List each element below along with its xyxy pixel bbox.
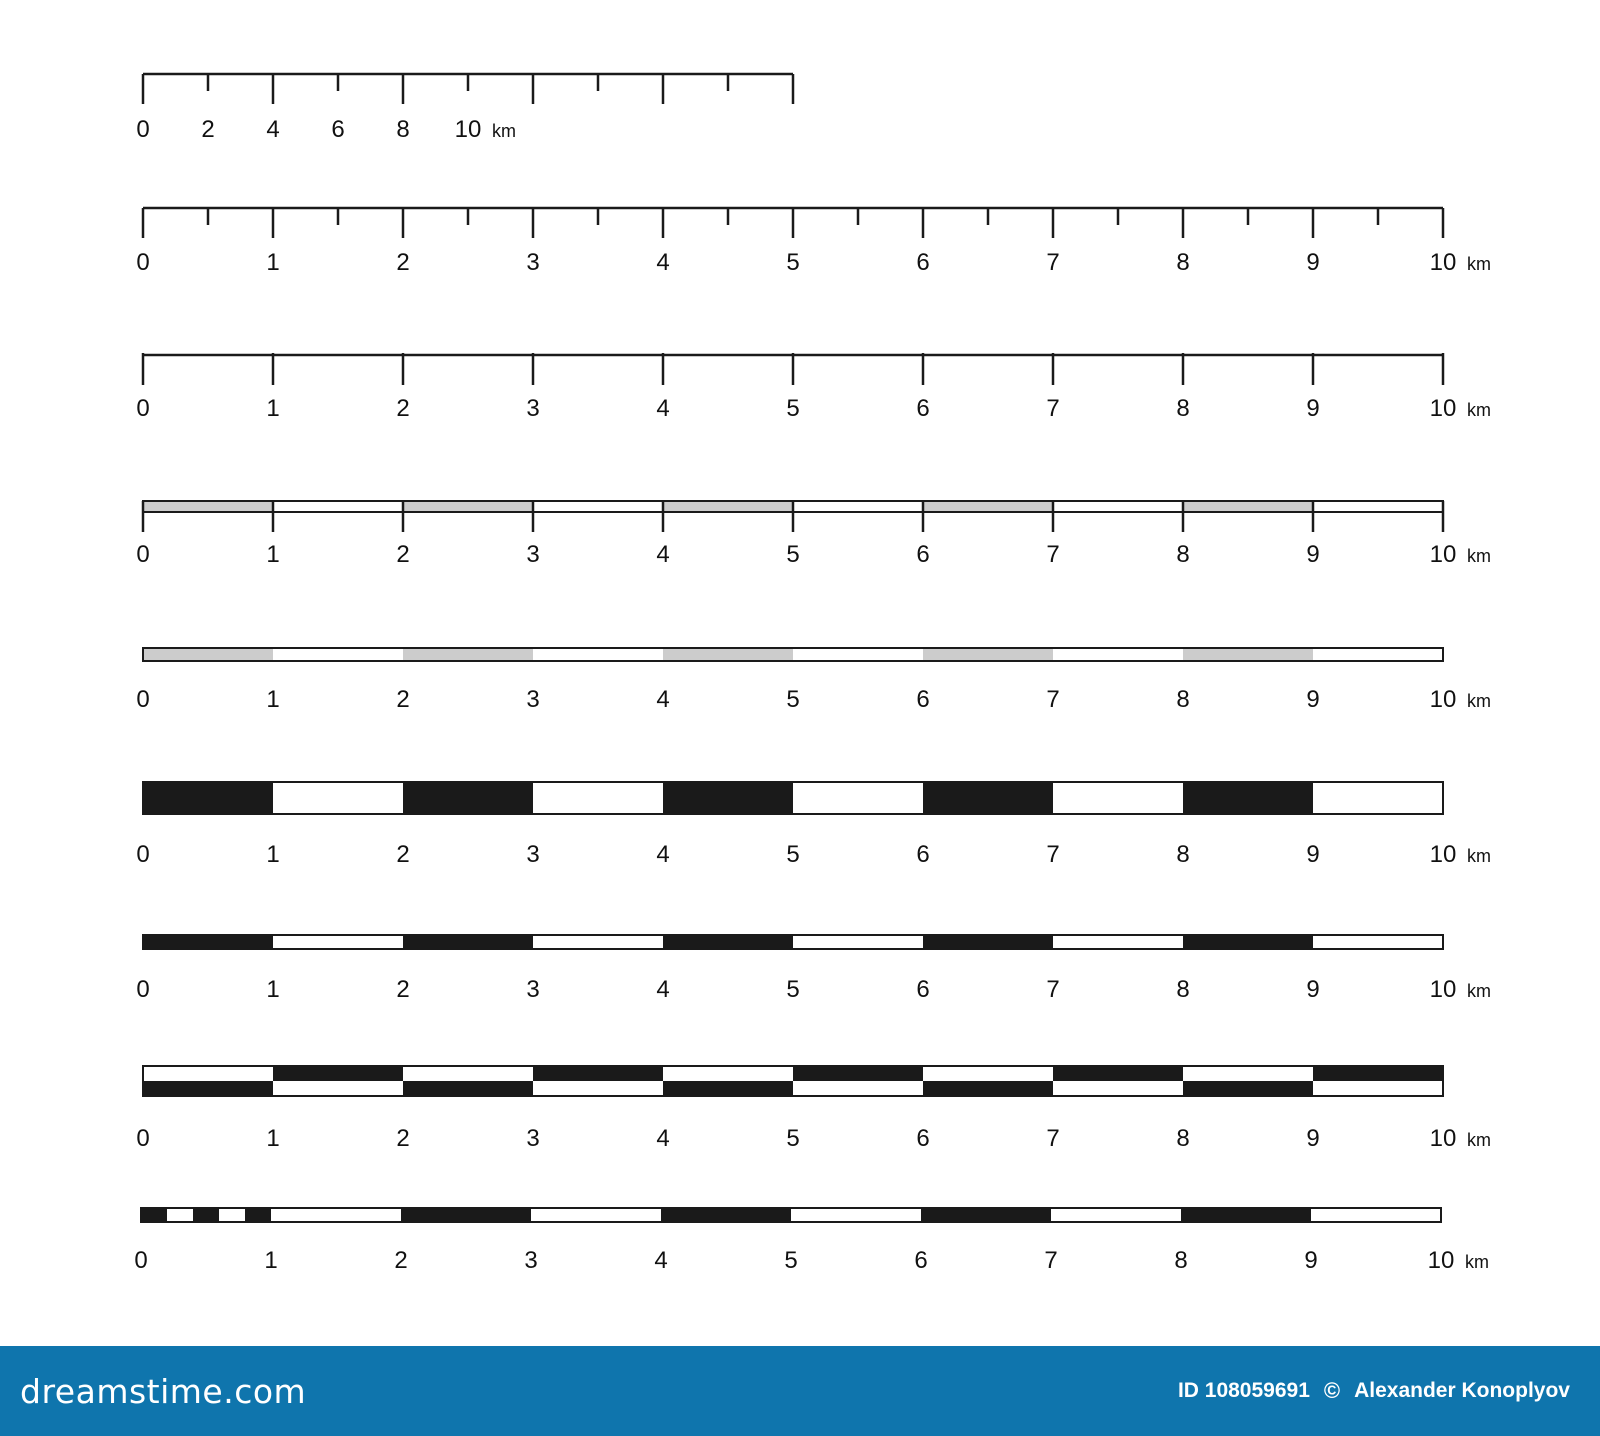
tick-label: 8 [1176, 541, 1190, 568]
tick-label: 7 [1046, 541, 1060, 568]
unit-label: km [1467, 691, 1491, 711]
scale-bar-1 [136, 74, 793, 143]
bar-segment-top [1313, 1066, 1443, 1081]
bar-segment [143, 648, 273, 661]
scale-bar-5 [136, 648, 1491, 713]
tick-label: 9 [1306, 541, 1320, 568]
tick-label: 1 [266, 686, 280, 713]
bar-segment [923, 935, 1053, 949]
bar-segment [1313, 782, 1443, 814]
author-name: Alexander Konoplyov [1354, 1379, 1570, 1402]
tick-label: 6 [916, 541, 930, 568]
bar-segment-bottom [533, 1081, 663, 1096]
tick-label: 1 [266, 1125, 280, 1152]
tick-label: 10 [1429, 1125, 1457, 1152]
tick-label: 6 [914, 1247, 928, 1274]
bar-segment-top [273, 1066, 403, 1081]
tick-label: 3 [526, 249, 540, 276]
bar-segment [273, 782, 403, 814]
tick-label: 4 [656, 249, 670, 276]
bar-segment-top [923, 1066, 1053, 1081]
bar-segment-bottom [923, 1081, 1053, 1096]
bar-segment [143, 782, 273, 814]
tick-label: 2 [396, 686, 410, 713]
tick-label: 2 [396, 841, 410, 868]
tick-label: 7 [1044, 1247, 1058, 1274]
bar-segment [533, 935, 663, 949]
scale-bar-2 [136, 208, 1491, 276]
tick-label: 10 [1427, 1247, 1455, 1274]
tick-label: 10 [1429, 686, 1457, 713]
tick-label: 2 [396, 395, 410, 422]
tick-label: 2 [396, 541, 410, 568]
tick-label: 10 [1429, 976, 1457, 1003]
bar-segment [1181, 1208, 1311, 1222]
tick-label: 4 [656, 976, 670, 1003]
unit-label: km [1467, 981, 1491, 1001]
tick-label: 7 [1046, 395, 1060, 422]
tick-label: 3 [526, 1125, 540, 1152]
bar-segment [403, 782, 533, 814]
tick-label: 5 [786, 395, 800, 422]
copyright-icon: © [1323, 1378, 1341, 1403]
tick-label: 3 [526, 395, 540, 422]
tick-label: 10 [1429, 395, 1457, 422]
tick-label: 1 [266, 541, 280, 568]
tick-label: 4 [266, 116, 280, 143]
tick-label: 10 [1429, 249, 1457, 276]
scale-bar-4 [136, 501, 1491, 568]
sub-segment [193, 1208, 219, 1222]
bar-segment [1183, 935, 1313, 949]
bar-segment [793, 501, 923, 512]
tick-label: 0 [136, 1125, 150, 1152]
tick-label: 3 [526, 541, 540, 568]
tick-label: 2 [394, 1247, 408, 1274]
bar-segment [271, 1208, 401, 1222]
tick-label: 7 [1046, 249, 1060, 276]
bar-segment [1183, 782, 1313, 814]
footer [0, 1346, 1600, 1436]
bar-segment [273, 935, 403, 949]
tick-label: 10 [1429, 841, 1457, 868]
tick-label: 4 [656, 1125, 670, 1152]
bar-segment [923, 782, 1053, 814]
tick-label: 6 [916, 841, 930, 868]
bar-segment [793, 782, 923, 814]
sub-segment [167, 1208, 193, 1222]
bar-segment [793, 648, 923, 661]
bar-segment [791, 1208, 921, 1222]
bar-segment-top [1053, 1066, 1183, 1081]
bar-segment-bottom [143, 1081, 273, 1096]
tick-label: 7 [1046, 686, 1060, 713]
bar-segment [533, 501, 663, 512]
bar-segment [273, 501, 403, 512]
bar-segment-top [1183, 1066, 1313, 1081]
tick-label: 10 [454, 116, 482, 143]
credit [1178, 1378, 1570, 1404]
scale-bar-3 [136, 353, 1491, 422]
tick-label: 2 [396, 249, 410, 276]
tick-label: 0 [134, 1247, 148, 1274]
tick-label: 9 [1306, 976, 1320, 1003]
unit-label: km [1467, 1130, 1491, 1150]
bar-segment [1183, 501, 1313, 512]
unit-label: km [1465, 1252, 1489, 1272]
scale-bars-group [134, 74, 1491, 1274]
bar-segment-top [793, 1066, 923, 1081]
image-id: ID 108059691 [1177, 1379, 1310, 1402]
tick-label: 6 [916, 1125, 930, 1152]
tick-label: 2 [396, 976, 410, 1003]
bar-segment-bottom [1313, 1081, 1443, 1096]
scale-bar-7 [136, 935, 1491, 1003]
bar-segment-bottom [273, 1081, 403, 1096]
bar-segment-top [663, 1066, 793, 1081]
brand-logo: dreamstime.com [20, 1371, 307, 1411]
tick-label: 6 [916, 686, 930, 713]
tick-label: 1 [266, 976, 280, 1003]
tick-label: 8 [1176, 841, 1190, 868]
tick-label: 3 [524, 1247, 538, 1274]
bar-segment [663, 782, 793, 814]
tick-label: 4 [656, 841, 670, 868]
tick-label: 5 [786, 541, 800, 568]
bar-segment [1183, 648, 1313, 661]
tick-label: 8 [1176, 395, 1190, 422]
tick-label: 8 [1176, 1125, 1190, 1152]
bar-segment [401, 1208, 531, 1222]
bar-segment [1053, 935, 1183, 949]
bar-segment [403, 501, 533, 512]
bar-segment [661, 1208, 791, 1222]
tick-label: 8 [1176, 976, 1190, 1003]
tick-label: 8 [1176, 686, 1190, 713]
bar-segment [663, 648, 793, 661]
bar-segment [1053, 501, 1183, 512]
tick-label: 9 [1306, 249, 1320, 276]
tick-label: 9 [1306, 395, 1320, 422]
tick-label: 4 [656, 686, 670, 713]
bar-segment [143, 935, 273, 949]
tick-label: 3 [526, 841, 540, 868]
tick-label: 4 [654, 1247, 668, 1274]
tick-label: 1 [266, 841, 280, 868]
tick-label: 5 [786, 841, 800, 868]
tick-label: 4 [656, 541, 670, 568]
tick-label: 6 [331, 116, 345, 143]
tick-label: 8 [1176, 249, 1190, 276]
bar-segment [1313, 935, 1443, 949]
unit-label: km [1467, 400, 1491, 420]
tick-label: 4 [656, 395, 670, 422]
bar-segment-bottom [1183, 1081, 1313, 1096]
sub-segment [245, 1208, 271, 1222]
bar-segment [533, 648, 663, 661]
tick-label: 0 [136, 541, 150, 568]
scale-bar-6 [136, 782, 1491, 868]
bar-segment-bottom [1053, 1081, 1183, 1096]
bar-segment [143, 501, 273, 512]
unit-label: km [1467, 846, 1491, 866]
bar-segment [1311, 1208, 1441, 1222]
bar-segment [531, 1208, 661, 1222]
unit-label: km [1467, 546, 1491, 566]
tick-label: 5 [784, 1247, 798, 1274]
bar-segment-top [403, 1066, 533, 1081]
bar-segment [403, 935, 533, 949]
bar-segment [1313, 501, 1443, 512]
sub-segment [219, 1208, 245, 1222]
tick-label: 6 [916, 976, 930, 1003]
bar-segment [1313, 648, 1443, 661]
tick-label: 7 [1046, 841, 1060, 868]
bar-segment [663, 935, 793, 949]
tick-label: 6 [916, 249, 930, 276]
bar-segment [793, 935, 923, 949]
tick-label: 10 [1429, 541, 1457, 568]
bar-segment [1053, 782, 1183, 814]
tick-label: 1 [266, 395, 280, 422]
tick-label: 3 [526, 976, 540, 1003]
tick-label: 5 [786, 249, 800, 276]
tick-label: 1 [264, 1247, 278, 1274]
tick-label: 5 [786, 686, 800, 713]
tick-label: 5 [786, 1125, 800, 1152]
bar-segment [921, 1208, 1051, 1222]
bar-segment [923, 501, 1053, 512]
tick-label: 3 [526, 686, 540, 713]
tick-label: 9 [1306, 686, 1320, 713]
tick-label: 2 [396, 1125, 410, 1152]
tick-label: 0 [136, 686, 150, 713]
tick-label: 0 [136, 116, 150, 143]
tick-label: 1 [266, 249, 280, 276]
bar-segment [1053, 648, 1183, 661]
bar-segment [1051, 1208, 1181, 1222]
tick-label: 9 [1306, 841, 1320, 868]
tick-label: 2 [201, 116, 215, 143]
bar-segment-top [533, 1066, 663, 1081]
unit-label: km [492, 121, 516, 141]
tick-label: 9 [1306, 1125, 1320, 1152]
tick-label: 0 [136, 395, 150, 422]
bar-segment-bottom [403, 1081, 533, 1096]
tick-label: 0 [136, 841, 150, 868]
bar-segment-bottom [793, 1081, 923, 1096]
tick-label: 0 [136, 976, 150, 1003]
tick-label: 7 [1046, 976, 1060, 1003]
tick-label: 5 [786, 976, 800, 1003]
bar-segment [403, 648, 533, 661]
tick-label: 0 [136, 249, 150, 276]
bar-segment [923, 648, 1053, 661]
tick-label: 9 [1304, 1247, 1318, 1274]
unit-label: km [1467, 254, 1491, 274]
bar-segment-bottom [663, 1081, 793, 1096]
bar-segment [273, 648, 403, 661]
scale-bar-8 [136, 1066, 1491, 1152]
tick-label: 7 [1046, 1125, 1060, 1152]
bar-segment-top [143, 1066, 273, 1081]
tick-label: 6 [916, 395, 930, 422]
tick-label: 8 [396, 116, 410, 143]
bar-segment [533, 782, 663, 814]
sub-segment [141, 1208, 167, 1222]
tick-label: 8 [1174, 1247, 1188, 1274]
bar-segment [663, 501, 793, 512]
scale-bar-9 [134, 1208, 1489, 1274]
